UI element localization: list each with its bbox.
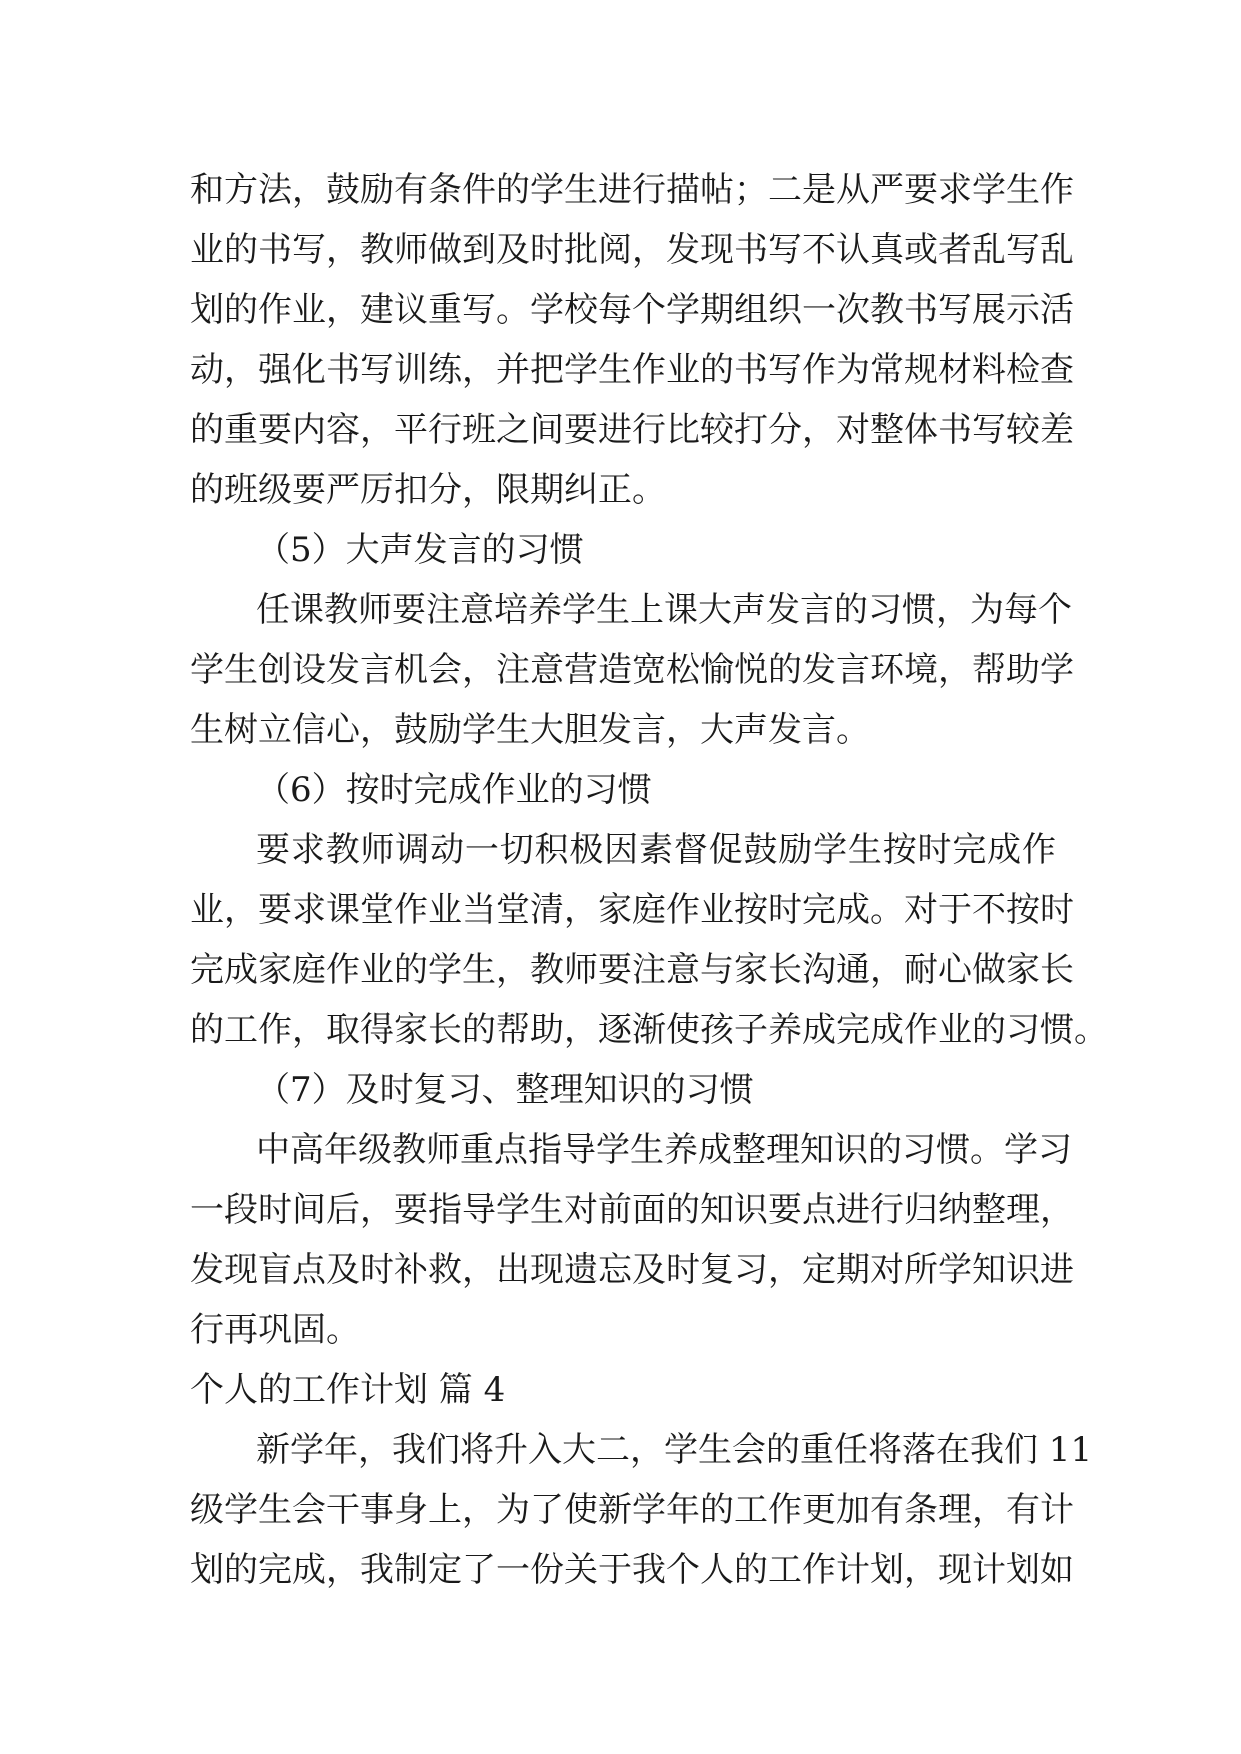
text-line: 业，要求课堂作业当堂清，家庭作业按时完成。对于不按时 xyxy=(190,890,1074,930)
text-line: 的班级要严厉扣分，限期纠正。 xyxy=(190,470,666,510)
paragraph-work-plan xyxy=(190,1420,1093,1600)
heading-speaking-habit: （5）大声发言的习惯 xyxy=(256,530,584,570)
text-line: 要求教师调动一切积极因素督促鼓励学生按时完成作 xyxy=(256,830,1056,870)
text-line: 学生创设发言机会，注意营造宽松愉悦的发言环境，帮助学 xyxy=(190,650,1074,690)
paragraph-review-habit xyxy=(190,1120,1074,1360)
section-title: 个人的工作计划 篇 4 xyxy=(190,1370,506,1410)
heading-homework-habit: （6）按时完成作业的习惯 xyxy=(256,770,652,810)
document-page xyxy=(190,160,1108,1600)
text-line: 的工作，取得家长的帮助，逐渐使孩子养成完成作业的习惯。 xyxy=(190,1010,1108,1050)
text-line: 划的完成，我制定了一份关于我个人的工作计划，现计划如 xyxy=(190,1550,1074,1590)
paragraph-writing-habit xyxy=(190,160,1074,520)
text-line: 业的书写，教师做到及时批阅，发现书写不认真或者乱写乱 xyxy=(190,230,1074,270)
text-line: 任课教师要注意培养学生上课大声发言的习惯，为每个 xyxy=(256,590,1072,630)
text-line: 中高年级教师重点指导学生养成整理知识的习惯。学习 xyxy=(256,1130,1072,1170)
paragraph-homework-habit xyxy=(190,820,1108,1060)
text-line: 新学年，我们将升入大二，学生会的重任将落在我们 11 xyxy=(256,1430,1093,1470)
text-line: 发现盲点及时补救，出现遗忘及时复习，定期对所学知识进 xyxy=(190,1250,1074,1290)
text-line: 动，强化书写训练，并把学生作业的书写作为常规材料检查 xyxy=(190,350,1074,390)
text-line: 生树立信心，鼓励学生大胆发言，大声发言。 xyxy=(190,710,870,750)
text-line: 行再巩固。 xyxy=(190,1310,360,1350)
paragraph-speaking-habit xyxy=(190,580,1074,760)
text-line: 级学生会干事身上，为了使新学年的工作更加有条理，有计 xyxy=(190,1490,1074,1530)
text-line: 一段时间后，要指导学生对前面的知识要点进行归纳整理， xyxy=(190,1190,1074,1230)
text-line: 完成家庭作业的学生，教师要注意与家长沟通，耐心做家长 xyxy=(190,950,1074,990)
text-line: 和方法，鼓励有条件的学生进行描帖；二是从严要求学生作 xyxy=(190,170,1074,210)
text-line: 的重要内容，平行班之间要进行比较打分，对整体书写较差 xyxy=(190,410,1074,450)
heading-review-habit: （7）及时复习、整理知识的习惯 xyxy=(256,1070,754,1110)
text-line: 划的作业，建议重写。学校每个学期组织一次教书写展示活 xyxy=(190,290,1074,330)
